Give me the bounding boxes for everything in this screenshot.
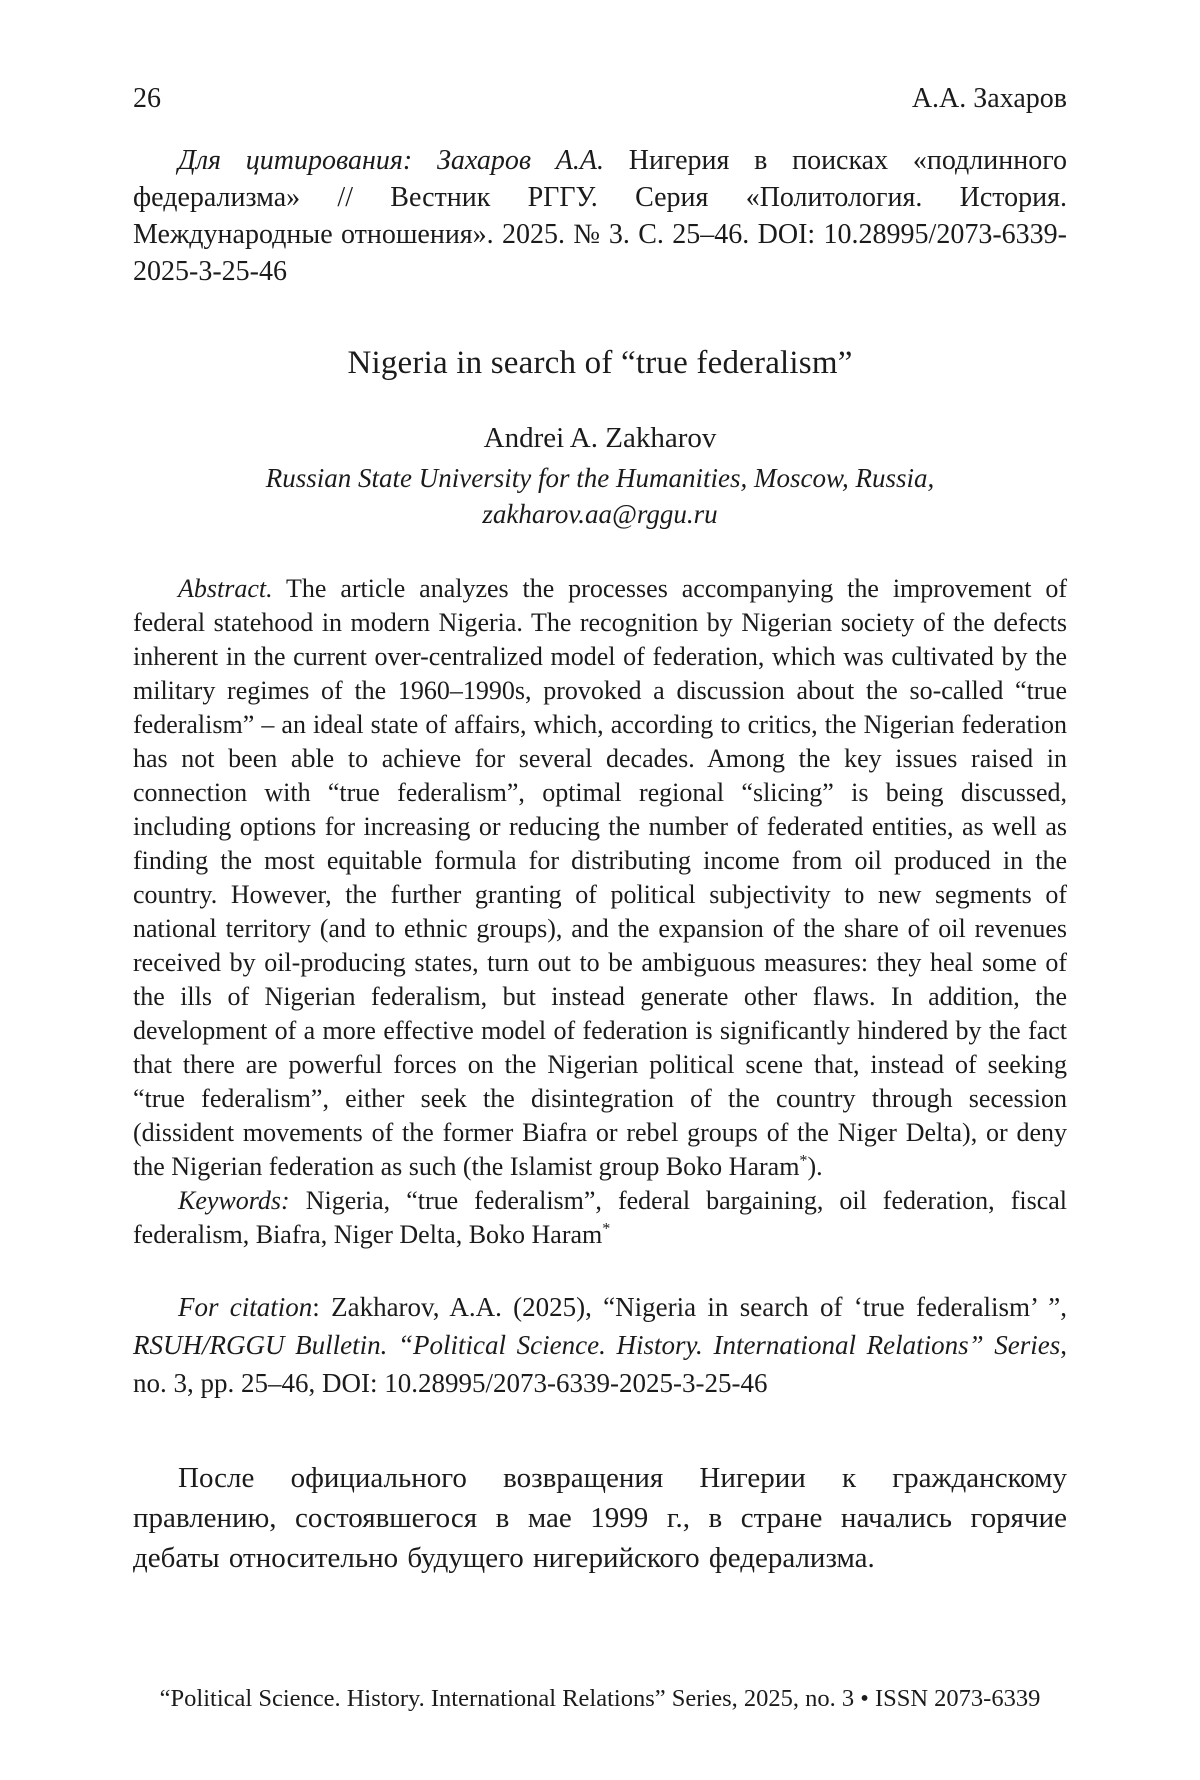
abstract-block	[133, 572, 1067, 1184]
running-head	[133, 82, 1067, 116]
abstract-tail: ).	[807, 1152, 823, 1181]
for-citation-block	[133, 1288, 1067, 1402]
author-email: zakharov.aa@rggu.ru	[482, 499, 718, 529]
article-title: Nigeria in search of “true federalism”	[347, 345, 853, 381]
abstract-text: The article analyzes the processes accompanying the improvement of federal statehood in modern Nigeria. The recognition by Nigerian society of the defects inherent in the current over-centralized model of federation, which was cultivated by the military regimes of the 1960–1990s, provoked a discussion about the so-called “true federalism” – an ideal state of affairs, which, according to critics, the Nigerian federation has not been able to achieve for several decades. Among the key issues raised in connection with “true federalism”, optimal regional “slicing” is being discussed, including options for increasing or reducing the number of federated entities, as well as finding the most equitable formula for distributing income from oil produced in the country. However, the further granting of political subjectivity to new segments of national territory (and to ethnic groups), and the expansion of the share of oil revenues received by oil-producing states, turn out to be ambiguous measures: they heal some of the ills of Nigerian federalism, but instead generate other flaws. In addition, the development of a more effective model of federation is significantly hindered by the fact that there are powerful forces on the Nigerian political scene that, instead of seeking “true federalism”, either seek the disintegration of the country through secession (dissident movements of the former Biafra or rebel groups of the Niger Delta), or deny the Nigerian federation as such (the Islamist group Boko Haram	[133, 574, 1067, 1181]
body-paragraph-ru: После официального возвращения Нигерии к гражданскому правлению, состоявшегося в мае 1999 г., в стране начались горячие дебаты относительно будущего нигерийского федерализма.	[133, 1462, 1067, 1574]
journal-footer: “Political Science. History. International Relations” Series, 2025, no. 3 • ISSN 2073-6339	[159, 1685, 1041, 1712]
citation-ru-text: Нигерия в поисках «подлинного федерализма» // Вестник РГГУ. Серия «Политология. История. Международные отношения». 2025. № 3. С. 25–46. DOI: 10.28995/2073-6339-2025-3-25-46	[133, 145, 1067, 287]
page-number: 26	[133, 83, 161, 114]
citation-ru-label: Для цитирования: Захаров А.А.	[178, 145, 604, 176]
keywords-text: Nigeria, “true federalism”, federal bargaining, oil federation, fiscal federalism, Biafra, Niger Delta, Boko Haram	[133, 1186, 1067, 1249]
abstract-label: Abstract.	[178, 574, 273, 603]
for-citation-part1: : Zakharov, A.A. (2025), “Nigeria in search of ‘true federalism’ ”,	[312, 1292, 1067, 1322]
running-author: А.А. Захаров	[911, 83, 1067, 114]
author-affiliation: Russian State University for the Humanities, Moscow, Russia,	[265, 463, 935, 493]
footnote-asterisk: *	[602, 1220, 611, 1238]
citation-ru-block	[133, 142, 1067, 290]
for-citation-journal: RSUH/RGGU Bulletin. “Political Science. History. International Relations” Series	[133, 1330, 1061, 1360]
keywords-block	[133, 1184, 1067, 1252]
for-citation-part3: , no. 3, pp. 25–46, DOI: 10.28995/2073-6339-2025-3-25-46	[133, 1330, 1067, 1398]
footnote-asterisk: *	[799, 1152, 808, 1170]
for-citation-label: For citation	[178, 1292, 313, 1322]
keywords-label: Keywords:	[178, 1186, 290, 1215]
author-name: Andrei A. Zakharov	[483, 422, 717, 454]
